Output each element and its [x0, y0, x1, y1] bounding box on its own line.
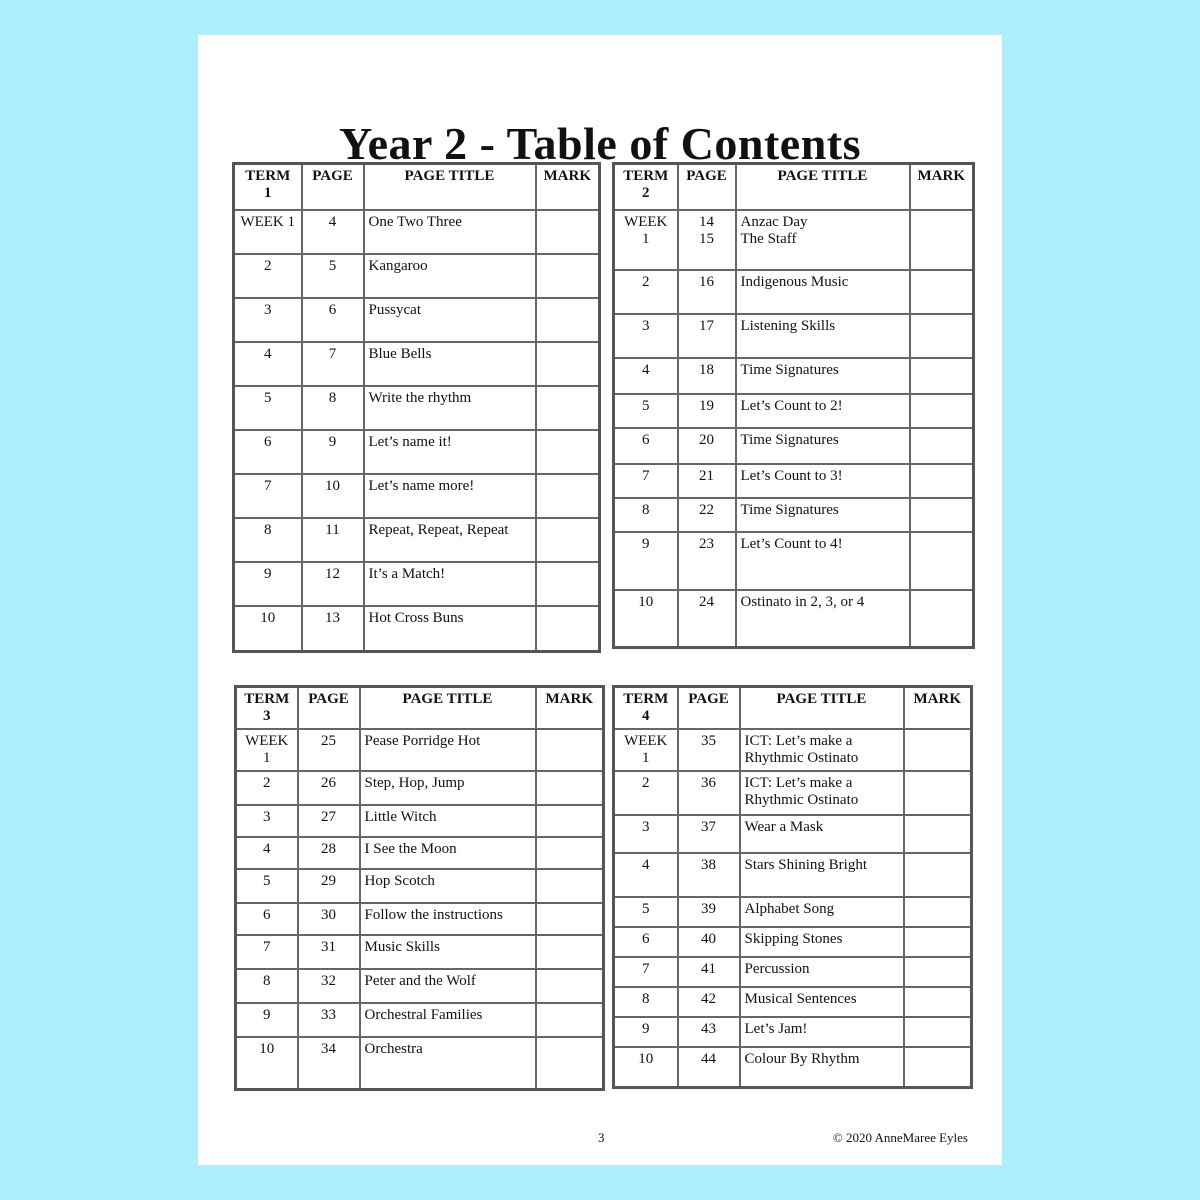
- term-number: 3: [263, 708, 271, 724]
- page-number-cell: 22: [678, 498, 736, 532]
- table-row: [236, 969, 604, 1003]
- page-title-cell: Follow the instructions: [360, 903, 536, 935]
- week-cell: 4: [614, 358, 678, 394]
- week-cell: 4: [234, 342, 302, 386]
- mark-cell[interactable]: [904, 927, 972, 957]
- footer-copyright: © 2020 AnneMaree Eyles: [832, 1130, 968, 1145]
- mark-cell[interactable]: [536, 474, 600, 518]
- table-row: [234, 562, 600, 606]
- week-cell: 2: [614, 270, 678, 314]
- mark-cell[interactable]: [910, 498, 974, 532]
- page-title-cell: Orchestral Families: [360, 1003, 536, 1037]
- page-number-cell: 26: [298, 771, 360, 805]
- mark-cell[interactable]: [536, 969, 604, 1003]
- table-row: [614, 927, 972, 957]
- table-row: [234, 298, 600, 342]
- mark-cell[interactable]: [536, 729, 604, 771]
- table-row: [614, 897, 972, 927]
- page-title-cell: Hop Scotch: [360, 869, 536, 903]
- page-title-cell: Skipping Stones: [740, 927, 904, 957]
- table-row: [236, 771, 604, 805]
- week-cell: 9: [614, 532, 678, 590]
- week-cell: 5: [614, 394, 678, 428]
- mark-cell[interactable]: [904, 987, 972, 1017]
- page-number-cell: 4: [302, 210, 364, 254]
- week-cell: 10: [614, 1047, 678, 1087]
- mark-cell[interactable]: [536, 771, 604, 805]
- table-row: [614, 358, 974, 394]
- page-number-cell: 20: [678, 428, 736, 464]
- page-title-cell: Time Signatures: [736, 428, 910, 464]
- week-cell: 9: [234, 562, 302, 606]
- page-number-cell: 25: [298, 729, 360, 771]
- week-cell: 3: [614, 314, 678, 358]
- page-number-cell: 36: [678, 771, 740, 815]
- page-number-cell: 41: [678, 957, 740, 987]
- week-cell: 8: [614, 498, 678, 532]
- mark-cell[interactable]: [536, 837, 604, 869]
- page-title-cell: Pussycat: [364, 298, 536, 342]
- page-number-cell: 6: [302, 298, 364, 342]
- week-cell: 5: [614, 897, 678, 927]
- page-number-cell: 32: [298, 969, 360, 1003]
- table-row: [614, 590, 974, 648]
- table-row: [234, 254, 600, 298]
- page-title-header: PAGE TITLE: [360, 687, 536, 730]
- table-row: [234, 210, 600, 254]
- week-cell: 3: [234, 298, 302, 342]
- page-number-cell: 39: [678, 897, 740, 927]
- week-cell: 2: [614, 771, 678, 815]
- table-row: [234, 430, 600, 474]
- table-row: [614, 957, 972, 987]
- table-row: [614, 498, 974, 532]
- page-number-cell: 16: [678, 270, 736, 314]
- page-title-cell: Listening Skills: [736, 314, 910, 358]
- table-row: [614, 314, 974, 358]
- table-row: [234, 518, 600, 562]
- table-row: [614, 771, 972, 815]
- week-cell: 9: [236, 1003, 298, 1037]
- page-number-cell: 8: [302, 386, 364, 430]
- term-number: 1: [264, 185, 272, 201]
- page-number-cell: 35: [678, 729, 740, 771]
- page-title-cell: Time Signatures: [736, 498, 910, 532]
- page-title-cell: It’s a Match!: [364, 562, 536, 606]
- page-header: PAGE: [678, 687, 740, 730]
- week-cell: 8: [614, 987, 678, 1017]
- page-title-cell: Step, Hop, Jump: [360, 771, 536, 805]
- page-title-cell: Alphabet Song: [740, 897, 904, 927]
- week-cell: 6: [236, 903, 298, 935]
- table-row: [236, 1037, 604, 1089]
- table-row: [614, 1047, 972, 1087]
- week-cell: 2: [236, 771, 298, 805]
- mark-cell[interactable]: [536, 935, 604, 969]
- document-page: [198, 35, 1002, 1165]
- page-number-cell: 44: [678, 1047, 740, 1087]
- table-row: [614, 987, 972, 1017]
- page-number-cell: 21: [678, 464, 736, 498]
- page-title-cell: I See the Moon: [360, 837, 536, 869]
- mark-cell[interactable]: [910, 532, 974, 590]
- page-header: PAGE: [678, 164, 736, 210]
- page-number-cell: 29: [298, 869, 360, 903]
- term-1-table: [232, 162, 601, 653]
- week-cell: 10: [236, 1037, 298, 1089]
- page-number-cell: 27: [298, 805, 360, 837]
- page-title-cell: Repeat, Repeat, Repeat: [364, 518, 536, 562]
- mark-cell[interactable]: [536, 386, 600, 430]
- term-2-table: [612, 162, 975, 649]
- mark-header: MARK: [536, 687, 604, 730]
- page-title-header: PAGE TITLE: [740, 687, 904, 730]
- table-row: [614, 729, 972, 771]
- week-cell: 6: [234, 430, 302, 474]
- mark-cell[interactable]: [536, 430, 600, 474]
- week-cell: 2: [234, 254, 302, 298]
- term-header: [614, 164, 678, 210]
- page-number-cell: 42: [678, 987, 740, 1017]
- mark-header: MARK: [904, 687, 972, 730]
- page-number-cell: 30: [298, 903, 360, 935]
- table-row: [236, 837, 604, 869]
- page-title-header: PAGE TITLE: [736, 164, 910, 210]
- mark-header: MARK: [536, 164, 600, 210]
- table-row: [614, 270, 974, 314]
- page-number-cell: 31: [298, 935, 360, 969]
- mark-cell[interactable]: [904, 815, 972, 853]
- term-header-label: TERM: [623, 691, 669, 707]
- table-header-row: [234, 164, 600, 210]
- week-cell: 7: [236, 935, 298, 969]
- term-3-table: [234, 685, 605, 1091]
- page-number-cell: 23: [678, 532, 736, 590]
- mark-cell[interactable]: [904, 771, 972, 815]
- page-number-cell: 17: [678, 314, 736, 358]
- page-number-cell: 10: [302, 474, 364, 518]
- page-number-cell: 13: [302, 606, 364, 652]
- footer-page-number: 3: [598, 1130, 605, 1145]
- page-number-cell: 5: [302, 254, 364, 298]
- table-row: [614, 815, 972, 853]
- mark-cell[interactable]: [910, 210, 974, 270]
- page-title-cell: Stars Shining Bright: [740, 853, 904, 897]
- page-title-cell: Write the rhythm: [364, 386, 536, 430]
- page-title-cell: Little Witch: [360, 805, 536, 837]
- mark-cell[interactable]: [536, 562, 600, 606]
- term-number: 2: [642, 185, 650, 201]
- page-title-cell: Let’s Count to 3!: [736, 464, 910, 498]
- week-cell: 6: [614, 428, 678, 464]
- page-number-cell: 9: [302, 430, 364, 474]
- page-title-cell: Let’s Count to 2!: [736, 394, 910, 428]
- table-row: [234, 474, 600, 518]
- table-header-row: [236, 687, 604, 730]
- page-title-cell: Let’s Jam!: [740, 1017, 904, 1047]
- mark-cell[interactable]: [536, 869, 604, 903]
- mark-cell[interactable]: [910, 314, 974, 358]
- week-cell: 7: [614, 464, 678, 498]
- mark-cell[interactable]: [910, 590, 974, 648]
- table-row: [234, 386, 600, 430]
- mark-cell[interactable]: [536, 903, 604, 935]
- page-title-cell: Wear a Mask: [740, 815, 904, 853]
- table-row: [614, 532, 974, 590]
- page-number-cell: 12: [302, 562, 364, 606]
- page-title-cell: Indigenous Music: [736, 270, 910, 314]
- page-title-header: PAGE TITLE: [364, 164, 536, 210]
- week-cell: 10: [234, 606, 302, 652]
- week-cell: WEEK 1: [614, 729, 678, 771]
- page-title-cell: One Two Three: [364, 210, 536, 254]
- page-title-cell: Percussion: [740, 957, 904, 987]
- mark-cell[interactable]: [536, 210, 600, 254]
- term-header-label: TERM: [623, 168, 669, 184]
- page-title-cell: Kangaroo: [364, 254, 536, 298]
- page-header: PAGE: [298, 687, 360, 730]
- page-number-cell: 19: [678, 394, 736, 428]
- table-row: [236, 869, 604, 903]
- page-number-cell: 28: [298, 837, 360, 869]
- week-cell: 5: [234, 386, 302, 430]
- table-row: [614, 853, 972, 897]
- week-cell: 3: [236, 805, 298, 837]
- page-number-cell: 7: [302, 342, 364, 386]
- week-cell: 4: [236, 837, 298, 869]
- week-cell: 9: [614, 1017, 678, 1047]
- table-row: [234, 606, 600, 652]
- page-title-cell: Music Skills: [360, 935, 536, 969]
- week-cell: WEEK 1: [614, 210, 678, 270]
- week-cell: 3: [614, 815, 678, 853]
- page-title-cell: Blue Bells: [364, 342, 536, 386]
- mark-cell[interactable]: [910, 428, 974, 464]
- mark-cell[interactable]: [536, 606, 600, 652]
- week-cell: 4: [614, 853, 678, 897]
- mark-cell[interactable]: [536, 254, 600, 298]
- table-row: [234, 342, 600, 386]
- week-cell: 10: [614, 590, 678, 648]
- week-cell: 8: [236, 969, 298, 1003]
- page-title-cell: Ostinato in 2, 3, or 4: [736, 590, 910, 648]
- table-row: [614, 394, 974, 428]
- week-cell: 7: [614, 957, 678, 987]
- page-title-cell: Colour By Rhythm: [740, 1047, 904, 1087]
- page-title-cell: Pease Porridge Hot: [360, 729, 536, 771]
- mark-cell[interactable]: [910, 394, 974, 428]
- page-title-cell: ICT: Let’s make a Rhythmic Ostinato: [740, 729, 904, 771]
- mark-cell[interactable]: [904, 957, 972, 987]
- mark-cell[interactable]: [904, 897, 972, 927]
- table-row: [236, 805, 604, 837]
- page-number-cell: 43: [678, 1017, 740, 1047]
- page-number-cell: 33: [298, 1003, 360, 1037]
- page-title-cell: Let’s name it!: [364, 430, 536, 474]
- table-row: [614, 1017, 972, 1047]
- table-row: [614, 428, 974, 464]
- page-header: PAGE: [302, 164, 364, 210]
- page-number-cell: 11: [302, 518, 364, 562]
- term-number: 4: [642, 708, 650, 724]
- mark-header: MARK: [910, 164, 974, 210]
- table-row: [614, 210, 974, 270]
- page-number-cell: 14 15: [678, 210, 736, 270]
- page-title-cell: Musical Sentences: [740, 987, 904, 1017]
- mark-cell[interactable]: [536, 298, 600, 342]
- page-number-cell: 24: [678, 590, 736, 648]
- page-title-cell: Peter and the Wolf: [360, 969, 536, 1003]
- term-4-table: [612, 685, 973, 1089]
- table-header-row: [614, 687, 972, 730]
- mark-cell[interactable]: [910, 464, 974, 498]
- term-header: [236, 687, 298, 730]
- mark-cell[interactable]: [536, 1003, 604, 1037]
- page-title-cell: Orchestra: [360, 1037, 536, 1089]
- page-title-cell: Let’s name more!: [364, 474, 536, 518]
- table-row: [236, 903, 604, 935]
- page-number-cell: 18: [678, 358, 736, 394]
- week-cell: WEEK 1: [234, 210, 302, 254]
- page-title-cell: Hot Cross Buns: [364, 606, 536, 652]
- term-header-label: TERM: [245, 168, 291, 184]
- table-row: [236, 729, 604, 771]
- page-number-cell: 40: [678, 927, 740, 957]
- term-header-label: TERM: [244, 691, 290, 707]
- mark-cell[interactable]: [536, 805, 604, 837]
- page-number-cell: 37: [678, 815, 740, 853]
- term-header: [614, 687, 678, 730]
- table-row: [236, 935, 604, 969]
- mark-cell[interactable]: [910, 270, 974, 314]
- week-cell: 7: [234, 474, 302, 518]
- mark-cell[interactable]: [904, 853, 972, 897]
- mark-cell[interactable]: [904, 1017, 972, 1047]
- week-cell: 8: [234, 518, 302, 562]
- term-header: [234, 164, 302, 210]
- page-title-cell: Let’s Count to 4!: [736, 532, 910, 590]
- mark-cell[interactable]: [910, 358, 974, 394]
- mark-cell[interactable]: [536, 342, 600, 386]
- page-title-cell: Time Signatures: [736, 358, 910, 394]
- week-cell: 5: [236, 869, 298, 903]
- table-row: [614, 464, 974, 498]
- mark-cell[interactable]: [536, 1037, 604, 1089]
- table-row: [236, 1003, 604, 1037]
- mark-cell[interactable]: [904, 1047, 972, 1087]
- page-title-cell: Anzac Day The Staff: [736, 210, 910, 270]
- page-title: Year 2 - Table of Contents: [338, 118, 861, 169]
- page-title-cell: ICT: Let’s make a Rhythmic Ostinato: [740, 771, 904, 815]
- page-number-cell: 38: [678, 853, 740, 897]
- week-cell: WEEK 1: [236, 729, 298, 771]
- page-number-cell: 34: [298, 1037, 360, 1089]
- table-header-row: [614, 164, 974, 210]
- week-cell: 6: [614, 927, 678, 957]
- mark-cell[interactable]: [536, 518, 600, 562]
- mark-cell[interactable]: [904, 729, 972, 771]
